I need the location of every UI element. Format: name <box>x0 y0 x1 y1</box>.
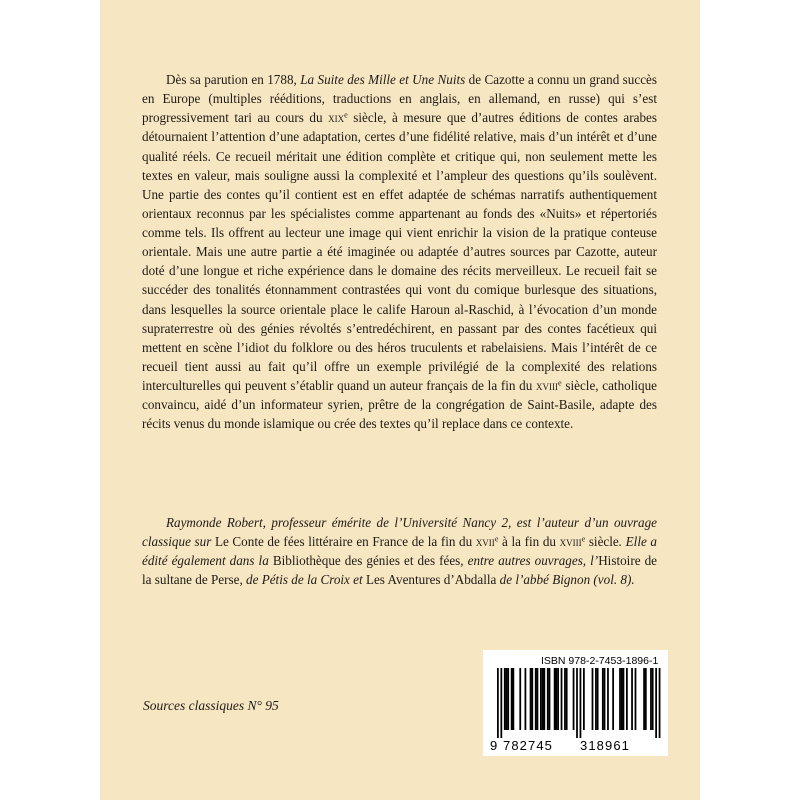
barcode-bar <box>592 668 594 730</box>
barcode-bar <box>583 668 585 730</box>
barcode-bar <box>557 668 559 730</box>
work-title: siècle <box>585 534 619 550</box>
barcode-bar <box>535 668 537 730</box>
barcode-digit-first: 9 <box>490 738 499 753</box>
barcode-bar <box>621 668 623 730</box>
author-bio <box>142 513 657 590</box>
summary-text: Dès sa parution en 1788, <box>166 72 301 87</box>
work-title: à la fin du <box>498 534 560 550</box>
century-numeral: xviii <box>559 534 582 550</box>
barcode-bar <box>604 668 606 730</box>
barcode-bar <box>519 668 521 730</box>
summary-paragraph <box>142 70 657 433</box>
barcode-bar <box>511 668 513 730</box>
barcode-bar <box>547 668 549 730</box>
barcode-bar <box>597 668 599 730</box>
barcode-bar <box>659 668 661 738</box>
barcode-bar <box>645 668 647 730</box>
ordinal-suffix: e <box>344 110 348 120</box>
barcode-bar <box>530 668 532 730</box>
century-numeral: xix <box>328 110 345 126</box>
barcode-bar <box>631 668 633 730</box>
barcode-bar <box>506 668 508 730</box>
barcode-bar <box>635 668 637 730</box>
barcode-bar <box>595 668 597 730</box>
summary-text: siècle, catholique convaincu, aidé d’un informateur syrien, prêtre de la congrégation de Saint-Basile, adapte des récits venus du monde islamique ou crée des textes qu’il replace dans ce contexte. <box>142 378 657 432</box>
barcode-bar <box>612 668 614 730</box>
barcode-digits-left: 782745 <box>503 738 553 753</box>
barcode-bar <box>561 668 563 730</box>
barcode-bar <box>573 668 575 730</box>
barcode-bar <box>650 668 652 730</box>
bio-text: de l’abbé Bignon (vol. 8). <box>496 572 635 588</box>
barcode-bar <box>507 668 509 730</box>
book-title: La Suite des Mille et Une Nuits <box>300 72 466 87</box>
barcode-bar <box>554 668 556 730</box>
barcode-bar <box>652 668 654 730</box>
century-numeral: xvii <box>475 534 495 550</box>
barcode-bar <box>655 668 657 738</box>
barcode-bar <box>543 668 545 730</box>
barcode-bar <box>512 668 514 730</box>
barcode-bar <box>525 668 527 730</box>
isbn-label: ISBN 978-2-7453-1896-1 <box>541 655 659 667</box>
barcode-bar <box>580 668 582 738</box>
bio-text: Raymonde Robert, professeur émérite de l’Université Nancy 2, est l’auteur d’un ouvrage classique sur <box>142 515 657 550</box>
barcode-bar <box>619 668 621 730</box>
barcode-bar <box>531 668 533 730</box>
barcode-bar <box>504 668 506 730</box>
barcode-bar <box>576 668 578 738</box>
bio-text: , entre autres ouvrages, l’ <box>460 553 599 569</box>
barcode-bar <box>626 668 628 730</box>
bio-text: . Elle a édité également dans la <box>142 534 657 569</box>
collection-label: Sources classiques N° 95 <box>143 698 279 713</box>
barcode-bar <box>643 668 645 730</box>
barcode-bar <box>540 668 542 730</box>
barcode-bar <box>497 668 499 738</box>
ordinal-suffix: e <box>494 534 499 544</box>
barcode-bar <box>500 668 502 738</box>
barcode-bar <box>607 668 609 730</box>
barcode <box>489 668 664 740</box>
barcode-bar <box>623 668 625 730</box>
barcode-bar <box>566 668 568 730</box>
work-title: Le Conte de fées littéraire en France de la fin du <box>214 534 476 550</box>
barcode-bar <box>564 668 566 730</box>
barcode-bar <box>549 668 551 730</box>
barcode-bar <box>555 668 557 730</box>
barcode-bar <box>542 668 544 730</box>
work-title: Bibliothèque des génies et des fées <box>272 553 461 569</box>
work-title: Histoire de la sultane de Perse <box>142 553 657 588</box>
summary-text: de Cazotte a connu un grand succès en Europe (multiples rééditions, traductions en anglais, en allemand, en russe) qui s’est progressivement tari au cours du <box>142 72 657 126</box>
summary-text: siècle, à mesure que d’autres éditions de contes arabes détournaient l’attention d’une adaptation, certes d’une fidélité relative, mais d’un intérêt et d’une qualité réels. Ce recueil méritait une édition complète et critique qui, non seulement mette les textes en valeur, mais souligne aussi la complexité et l’ampleur des questions qu’ils soulèvent. Une partie des contes qu’il contient est en effet adaptée de schémas narratifs authentiquement orientaux reconnus par les spécialistes comme appartenant au fonds des «Nuits» et répertoriés comme tels. Ils offrent au lecteur une image qui vient enrichir la vision de la pratique conteuse orientale. Mais une autre partie a été imaginée ou adaptée d’autres sources par Cazotte, auteur doté d’une longue et riche expérience dans le domaine des récits merveilleux. Le recueil fait se succéder des tonalités étonnamment contrastées qui vont du comique burlesque des situations, dans lesquelles la source orientale place le calife Haroun al-Raschid, à l’évocation d’un monde supraterrestre où des génies révoltés s’entredéchirent, en passant par des contes facétieux qui mettent en scène l’idiot du folklore ou des héros truculents et rabelaisiens. Mais l’intérêt de ce recueil tient aussi au fait qu’il offre un exemple privilégié de la complexité des relations interculturelles qui peuvent s’établir quand un auteur français de la fin du <box>142 110 657 393</box>
ordinal-suffix: e <box>558 378 562 388</box>
century-numeral: xviii <box>536 378 559 393</box>
barcode-bar <box>602 668 604 730</box>
bio-text: , de Pétis de la Croix et <box>239 572 366 588</box>
ordinal-suffix: e <box>581 534 586 544</box>
work-title: Les Aventures d’Abdalla <box>365 572 497 588</box>
barcode-digits-right: 318961 <box>580 738 630 753</box>
barcode-bar <box>537 668 539 730</box>
